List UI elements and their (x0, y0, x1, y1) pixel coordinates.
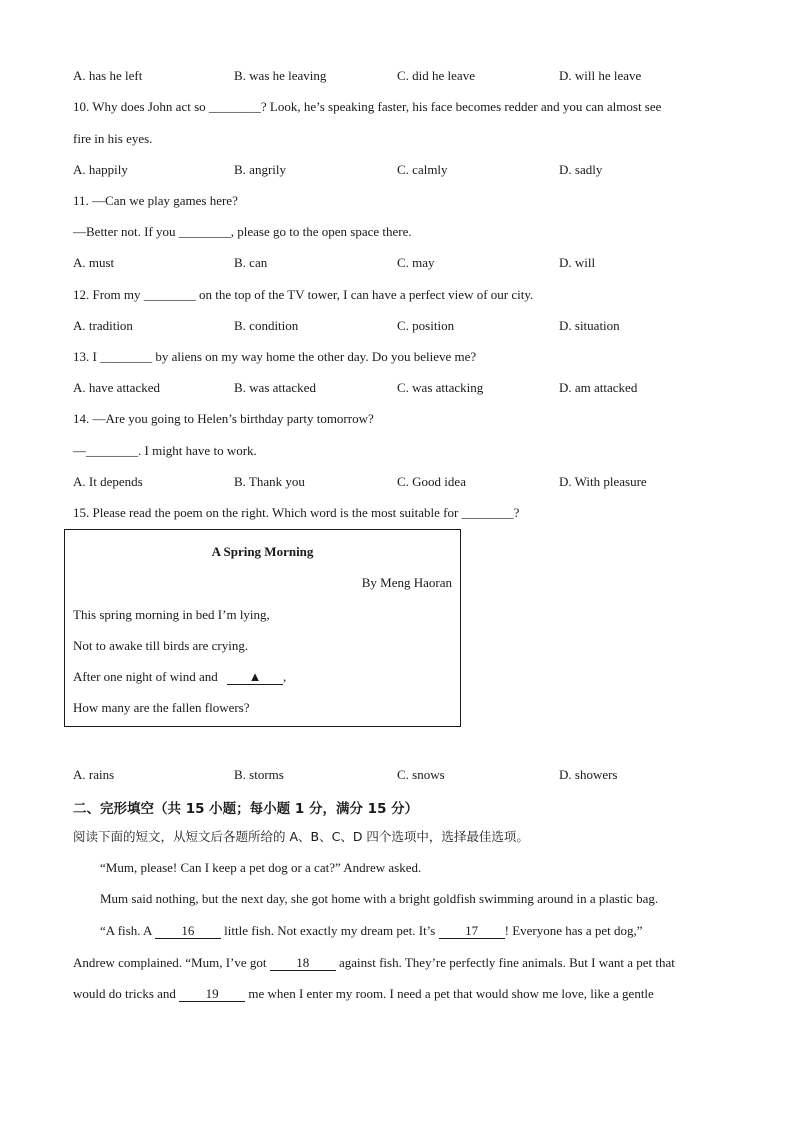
poem-line-1: This spring morning in bed I’m lying, (73, 607, 270, 622)
q9-option-a: A. has he left (73, 68, 143, 83)
blank-19: 19 (179, 987, 245, 1002)
q9-option-d: D. will he leave (559, 68, 642, 83)
q10-option-a: A. happily (73, 162, 128, 177)
q12-option-a: A. tradition (73, 318, 133, 333)
q10-option-d: D. sadly (559, 162, 603, 177)
passage-text: ! Everyone has a pet dog,” (504, 923, 643, 938)
q15-option-a: A. rains (73, 767, 115, 782)
q12-stem: 12. From my ________ on the top of the TV tower, I can have a perfect view of our city. (73, 287, 534, 302)
q14-stem-line2: —________. I might have to work. (73, 443, 257, 458)
q11-stem-line2: —Better not. If you ________, please go to the open space there. (73, 224, 412, 239)
passage-paragraph-3-line1 (100, 923, 643, 939)
q10-stem-line2: fire in his eyes. (73, 131, 153, 146)
passage-text: “A fish. A (100, 923, 152, 938)
passage-text: me when I enter my room. I need a pet that would show me love, like a gentle (248, 986, 654, 1001)
q12-option-c: C. position (397, 318, 455, 333)
q11-option-c: C. may (397, 255, 435, 270)
q11-stem-line1: 11. —Can we play games here? (73, 193, 238, 208)
q14-stem-line1: 14. —Are you going to Helen’s birthday party tomorrow? (73, 411, 374, 426)
q14-option-c: C. Good idea (397, 474, 466, 489)
section-2-instruction: 阅读下面的短文，从短文后各题所给的 A、B、C、D 四个选项中，选择最佳选项。 (73, 829, 529, 844)
poem-title: A Spring Morning (211, 544, 314, 559)
q15-option-d: D. showers (559, 767, 618, 782)
poem-box (64, 529, 461, 727)
passage-paragraph-2: Mum said nothing, but the next day, she got home with a bright goldfish swimming around in a plastic bag. (100, 891, 659, 906)
poem-line-4: How many are the fallen flowers? (73, 700, 250, 715)
blank-17: 17 (439, 924, 505, 939)
q14-option-b: B. Thank you (234, 474, 305, 489)
q13-option-d: D. am attacked (559, 380, 638, 395)
poem-line-3 (73, 669, 286, 685)
q13-option-a: A. have attacked (73, 380, 160, 395)
q9-option-c: C. did he leave (397, 68, 475, 83)
poem-author: By Meng Haoran (361, 575, 452, 590)
passage-paragraph-3-line2 (73, 955, 675, 971)
q12-option-b: B. condition (234, 318, 299, 333)
q14-option-d: D. With pleasure (559, 474, 647, 489)
q13-option-c: C. was attacking (397, 380, 484, 395)
passage-paragraph-3-line3 (73, 986, 654, 1002)
passage-paragraph-1: “Mum, please! Can I keep a pet dog or a cat?” Andrew asked. (100, 860, 422, 875)
poem-line-2: Not to awake till birds are crying. (73, 638, 249, 653)
poem-blank-triangle-icon: ▲ (227, 670, 283, 685)
passage-text: against fish. They’re perfectly fine animals. But I want a pet that (339, 955, 675, 970)
section-2-heading: 二、完形填空（共 15 小题；每小题 1 分，满分 15 分） (73, 801, 419, 817)
q10-stem-line1: 10. Why does John act so ________? Look, he’s speaking faster, his face becomes redder and you can almost see (73, 99, 662, 114)
q11-option-b: B. can (234, 255, 268, 270)
q14-option-a: A. It depends (73, 474, 143, 489)
passage-text: would do tricks and (73, 986, 176, 1001)
q11-option-a: A. must (73, 255, 115, 270)
q15-option-b: B. storms (234, 767, 284, 782)
q11-option-d: D. will (559, 255, 596, 270)
poem-line-3-comma: , (283, 669, 287, 684)
q10-option-b: B. angrily (234, 162, 286, 177)
q12-option-d: D. situation (559, 318, 620, 333)
passage-text: little fish. Not exactly my dream pet. It’s (224, 923, 436, 938)
q15-option-c: C. snows (397, 767, 445, 782)
passage-text: Andrew complained. “Mum, I’ve got (73, 955, 267, 970)
q9-option-b: B. was he leaving (234, 68, 327, 83)
q15-stem: 15. Please read the poem on the right. Which word is the most suitable for ________? (73, 505, 520, 520)
q10-option-c: C. calmly (397, 162, 448, 177)
q13-stem: 13. I ________ by aliens on my way home the other day. Do you believe me? (73, 349, 477, 364)
poem-line-3-text: After one night of wind and (73, 669, 218, 684)
blank-16: 16 (155, 924, 221, 939)
q13-option-b: B. was attacked (234, 380, 316, 395)
blank-18: 18 (270, 956, 336, 971)
